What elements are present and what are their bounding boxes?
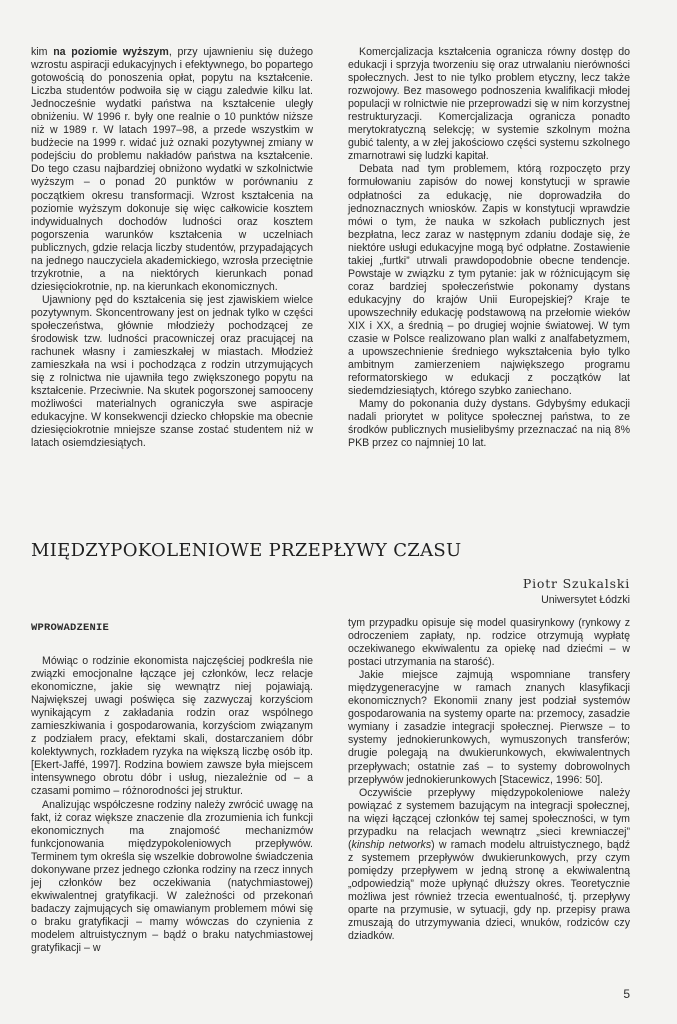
italic-term: kinship networks — [351, 838, 432, 851]
paragraph: Analizując współczesne rodziny należy zwrócić uwagę na fakt, iż coraz większe znaczenie dla zrozumienia ich funkcji ekonomicznych ma znajomość mechanizmów funkcjonowania międzypokoleniowych przepływów. Terminem tym określa się wszelkie dobrowolne świadczenia dokonywane przez jednego członka rodziny na rzecz innych jej członków bez oczekiwania (natychmiastowej) ekwiwalentnej gratyfikacji. W zależności od przekonań badaczy zajmujących się omawianym problemem mówi się o braku gratyfikacji – mamy wówczas do czynienia z modelem altruistycznym – bądź o braku natychmiastowej gratyfikacji – w — [31, 798, 313, 955]
paragraph: Mówiąc o rodzinie ekonomista najczęściej podkreśla nie związki emocjonalne łączące jej członków, lecz relacje ekonomiczne, jakie się wewnątrz niej pojawiają. Największej uwagi poświęca się zazwyczaj korzyściom wynikającym z zakładania rodzin oraz wspólnego zamieszkiwania i gospodarowania, korzyściom związanym z podziałem pracy, efektami skali, dostarczaniem dóbr kolektywnych, rozkładem ryzyka na większą liczbę osób itp. [Ekert-Jaffé, 1997]. Rodzina bowiem zawsze była miejscem intensywnego obrotu dóbr i usług, niezależnie od – a czasami pomimo – różnorodności jej struktur. — [31, 655, 313, 798]
text-run: kim — [31, 46, 54, 58]
text-run: , przy ujawnieniu się dużego wzrostu aspiracji edukacyjnych i efektywnego, bo popartego gotowością do ponoszenia opłat, popytu na kształcenie. Liczba studentów podwoiła się w ciągu zaledwie kilku lat. Jednocześnie wydatki państwa na kształcenie uległy obniżeniu. W 1996 r. były one realnie o 10 punktów niższe niż w 1989 r. W latach 1997–98, a przede wszystkim w budżecie na 1999 r. widać już oznaki pozytywnej zmiany w podejściu do problemu nakładów państwa na kształcenie. Do tego czasu najbardziej obniżono wydatki w szkolnictwie wyższym – o ponad 20 punktów w porównaniu z początkiem okresu transformacji. Wzrost kształcenia na poziomie wyższym dokonuje się więc całkowicie kosztem indywidualnych dochodów ludności oraz kosztem pogorszenia warunków kształcenia w uczelniach publicznych, gdzie relacja liczby studentów, przypadających na jednego nauczyciela akademickiego, wzrosła przeciętnie trzykrotnie, a na niektórych kierunkach ponad dziesięciokrotnie, np. na kierunkach ekonomicznych. — [31, 46, 314, 293]
page-number: 5 — [623, 987, 630, 1001]
paragraph: Mamy do pokonania duży dystans. Gdybyśmy edukacji nadali priorytet w polityce społecznej państwa, to ze środków publicznych musielibyśmy przeznaczać na nią 8% PKB przez co najmniej 10 lat. — [348, 398, 630, 450]
top-left-column — [31, 46, 313, 450]
bold-phrase: na poziomie wyższym — [53, 46, 169, 58]
text-run: ) w ramach modelu altruistycznego, bądź z systemem przepływów dwukierunkowych, przy czym pomiędzy przepływem w jedną stronę a ekwiwalentną „odpowiedzią” może upłynąć dłuższy okres. Teoretycznie możliwa jest również trzecia ewentualność, tj. przepływy oparte na przymusie, w sytuacji, gdy np. przepisy prawa zmuszają do utrzymywania dzieci, wnuków, rodziców czy dziadków. — [348, 838, 631, 943]
paragraph: Ujawniony pęd do kształcenia się jest zjawiskiem wielce pozytywnym. Skoncentrowany jest on jednak tylko w części społeczeństwa, głównie młodzieży pochodzącej ze środowisk tzw. ludności pracowniczej oraz pracującej na rachunek własny i zamieszkałej w miastach. Młodzież zamieszkała na wsi i pochodząca z rodzin utrzymujących się z rolnictwa nie ujawniła tego zwiększonego popytu na kształcenie. Przeciwnie. Na skutek pogorszonej samooceny możliwości materialnych ograniczyła swe aspiracje edukacyjne. W konsekwencji dziecko chłopskie ma obecnie dziesięciokrotnie mniejsze szanse zostać studentem niż w latach osiemdziesiątych. — [31, 293, 313, 450]
author-affiliation: Uniwersytet Łódzki — [541, 594, 630, 606]
paragraph: Komercjalizacja kształcenia ogranicza równy dostęp do edukacji i sprzyja tworzeniu się oraz utrwalaniu nierówności społecznych. Jest to nie tylko problem etyczny, lecz także rozwojowy. Bez masowego podnoszenia kwalifikacji młodej populacji w rolnictwie nie przeprowadzi się w nim korzystnej restrukturyzacji. Komercjalizacja ogranicza ponadto merytokratyczną selekcję; w systemie szkolnym można gubić talenty, a w złej jakościowo części systemu szkolnego zmarnotrawi się ludzki kapitał. — [348, 46, 630, 163]
text-run: Oczywiście przepływy międzypokoleniowe należy powiązać z systemem bazującym na integracji społecznej, na więzi łączącej członków tej samej społeczności, w tym przypadku na relacjach wewnątrz „sieci krewniaczej” ( — [348, 786, 630, 851]
paragraph — [31, 46, 313, 294]
author-name: Piotr Szukalski — [522, 576, 630, 591]
bottom-left-column — [31, 655, 313, 955]
article-title: MIĘDZYPOKOLENIOWE PRZEPŁYWY CZASU — [31, 540, 462, 561]
paragraph: Jakie miejsce zajmują wspomniane transfery międzygeneracyjne w ramach znanych klasyfikacji ekonomicznych? Ekonomii znany jest podział systemów gospodarowania na systemy oparte na: przemocy, zasadzie wymiany i zasadzie integracji społecznej. Pierwsze – to systemy jednokierunkowych, wymuszonych transferów; drugie polegają na dwukierunkowych, ekwiwalentnych przepływach; ostatnie zaś – to systemy dobrowolnych przepływów jednokierunkowych [Stacewicz, 1996: 50]. — [348, 669, 630, 786]
section-heading: WPROWADZENIE — [31, 622, 110, 634]
bottom-right-column — [348, 617, 630, 943]
paragraph: tym przypadku opisuje się model quasirynkowy (rynkowy z odroczeniem zapłaty, np. rodzice otrzymują wypłatę oczekiwanego ekwiwalentu za opiekę nad dziećmi – w postaci utrzymania na starość). — [348, 617, 630, 669]
paragraph — [348, 787, 630, 944]
paragraph: Debata nad tym problemem, którą rozpoczęto przy formułowaniu zapisów do nowej konstytucji w sprawie odpłatności za edukację, nie doprowadziła do jednoznacznych wniosków. Zapis w konstytucji wprawdzie mówi o tym, że nauka w szkołach publicznych jest bezpłatna, lecz zaraz w następnym zdaniu dodaje się, że niektóre usługi edukacyjne mogą być odpłatne. Zostawienie takiej „furtki” utrwali prawdopodobnie obecne tendencje. Powstaje w związku z tym pytanie: jak w różnicującym się coraz bardziej społeczeństwie pokonamy dystans edukacyjny do krajów Unii Europejskiej? Kraje te upowszechniły edukację podstawową na przełomie wieków XIX i XX, a średnią – po drugiej wojnie światowej. W tym czasie w Polsce realizowano plan walki z analfabetyzmem, a upowszechnienie średniego wykształcenia było tylko ambitnym zamierzeniem największego programu reformatorskiego w edukacji z początków lat siedemdziesiątych, którego szybko zaniechano. — [348, 163, 630, 398]
top-right-column — [348, 46, 630, 450]
